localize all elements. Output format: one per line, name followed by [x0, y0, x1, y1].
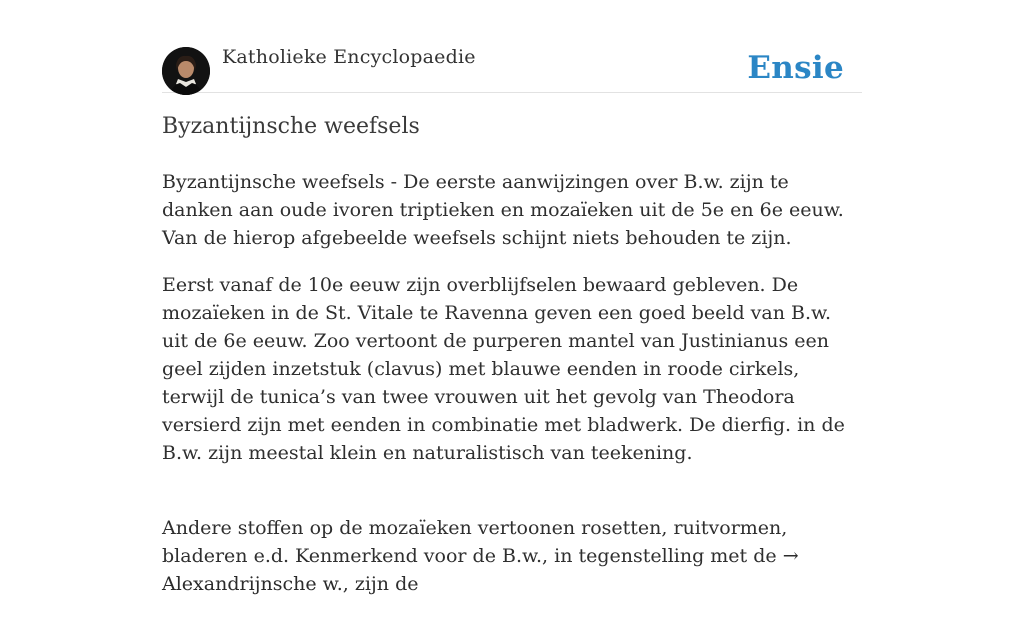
- page-title: Byzantijnsche weefsels: [162, 114, 420, 139]
- portrait-icon: [162, 47, 210, 95]
- source-name[interactable]: Katholieke Encyclopaedie: [222, 46, 476, 68]
- brand-logo-link[interactable]: Ensie: [747, 50, 844, 86]
- article-page: [162, 0, 862, 595]
- paragraph-2: Eerst vanaf de 10e eeuw zijn overblijfselen bewaard gebleven. De mozaïeken in de St. Vitale te Ravenna geven een goed beeld van B.w. uit de 6e eeuw. Zoo vertoont de purperen mantel van Justinianus een geel zijden inzetstuk (clavus) met blauwe eenden in roode cirkels, terwijl de tunica’s van twee vrouwen uit het gevolg van Theodora versierd zijn met eenden in combinatie met bladwerk. De dierfig. in de B.w. zijn meestal klein en naturalistisch van teekening.: [162, 274, 845, 464]
- header: [162, 44, 862, 93]
- reference-link[interactable]: → Alexandrijnsche w.: [162, 545, 799, 595]
- paragraph-3-end: , zijn de: [342, 573, 419, 595]
- article-body: [162, 168, 862, 617]
- paragraph-1: Byzantijnsche weefsels - De eerste aanwijzingen over B.w. zijn te danken aan oude ivoren triptieken en mozaïeken uit de 5e en 6e eeuw. Van de hierop afgebeelde weefsels schijnt niets behouden te zijn.: [162, 171, 844, 249]
- paragraph-3: [162, 514, 862, 598]
- paragraph-3-start: Andere stoffen op de mozaïeken vertoonen rosetten, ruitvormen, bladeren e.d. Kenmerkend voor de B.w., in tegenstelling met de: [162, 517, 788, 567]
- avatar[interactable]: [162, 47, 210, 95]
- paragraph-spacer: [162, 486, 862, 514]
